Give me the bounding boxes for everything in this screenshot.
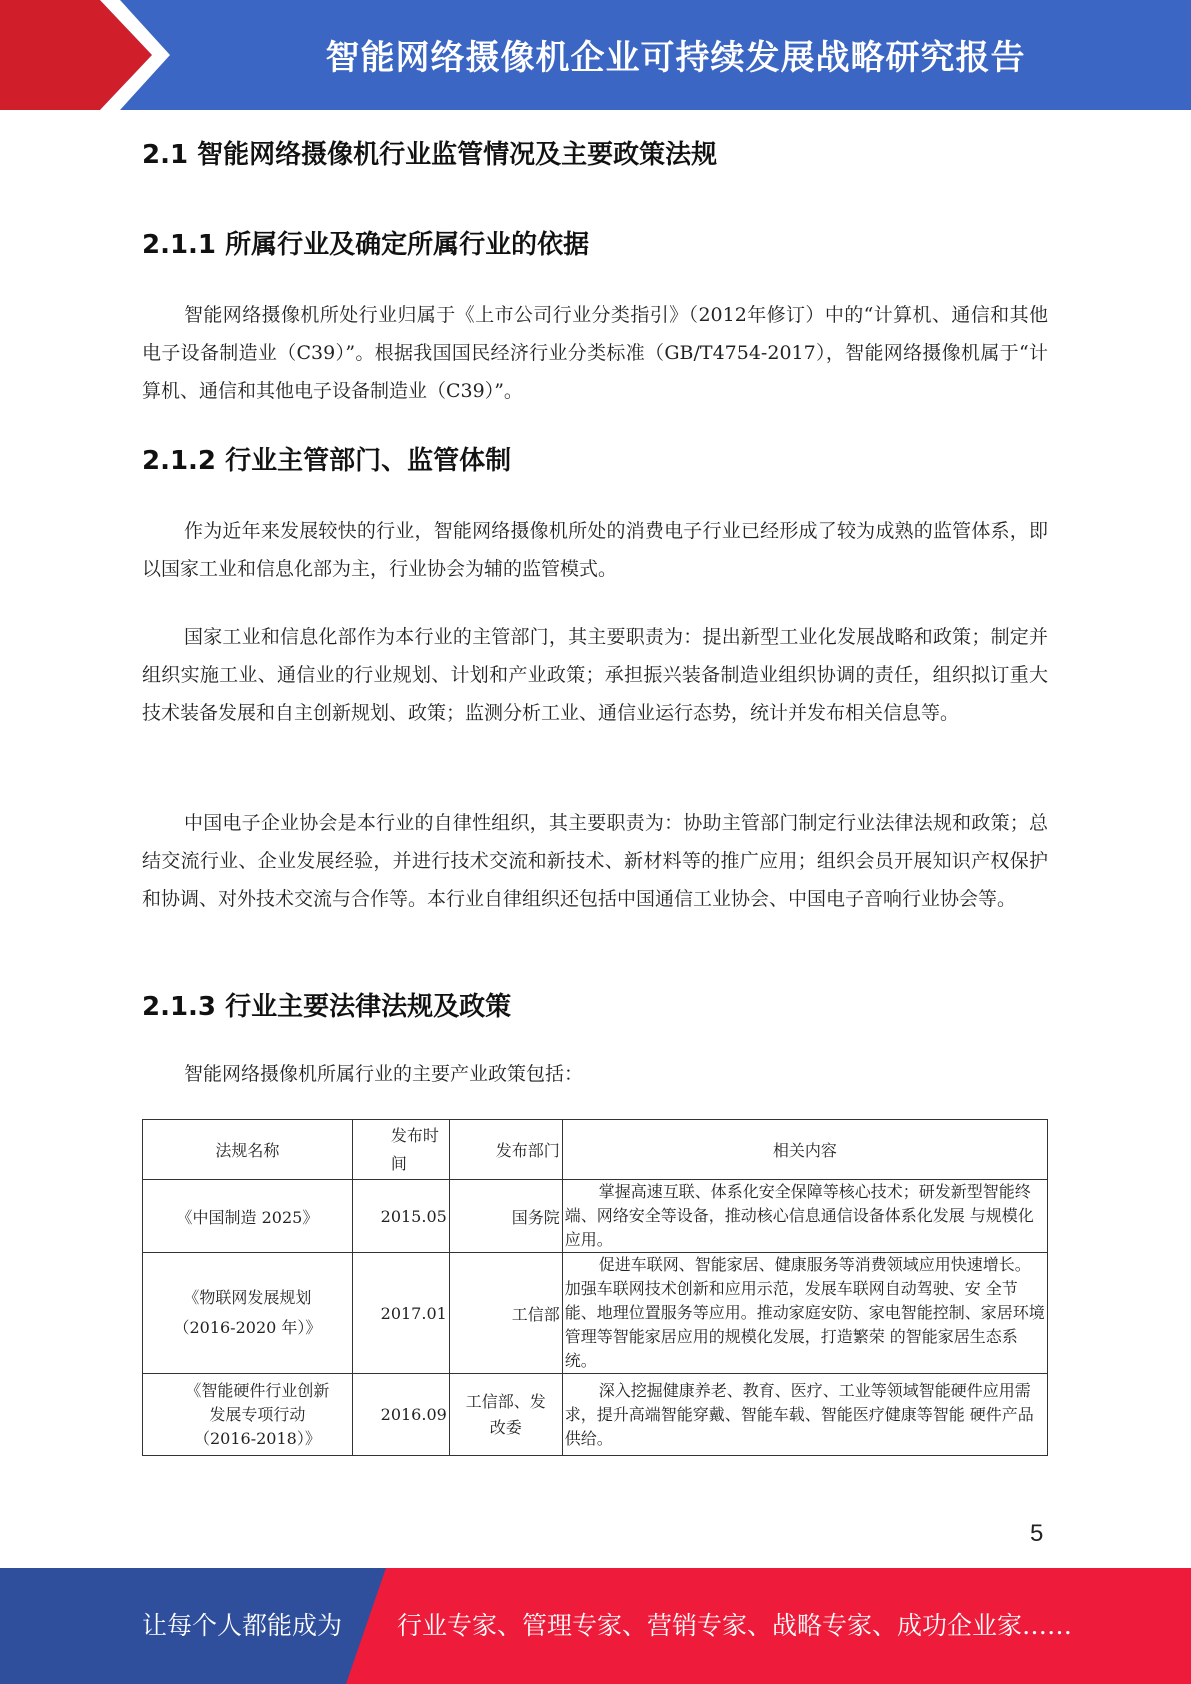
row-dept: 工信部、发 改委 — [449, 1374, 562, 1456]
row-name: 《中国制造 2025》 — [143, 1180, 353, 1253]
policy-table — [142, 1119, 1048, 1456]
section-heading-2-1-1: 2.1.1 所属行业及确定所属行业的依据 — [142, 230, 590, 260]
table-header-row — [143, 1120, 1048, 1180]
footer-slogan-left: 让每个人都能成为 — [142, 1611, 343, 1640]
row-name: 《物联网发展规划（2016-2020 年）》 — [143, 1253, 353, 1374]
paragraph-policy-intro: 智能网络摄像机所属行业的主要产业政策包括： — [184, 1063, 584, 1085]
page-footer — [0, 1568, 1191, 1684]
section-heading-2-1: 2.1 智能网络摄像机行业监管情况及主要政策法规 — [142, 140, 718, 170]
row-name: 《智能硬件行业创新发展专项行动（2016-2018）》 — [143, 1374, 353, 1456]
row-dept: 国务院 — [449, 1180, 562, 1253]
header-dept: 发布部门 — [449, 1120, 562, 1180]
row-date: 2015.05 — [352, 1180, 449, 1253]
row-content: 掌握高速互联、体系化安全保障等核心技术；研发新型智能终端、网络安全等设备，推动核心信息通信设备体系化发展 与规模化应用。 — [564, 1182, 1034, 1249]
table-row — [143, 1374, 1048, 1456]
table-row — [143, 1180, 1048, 1253]
row-content: 深入挖掘健康养老、教育、医疗、工业等领域智能硬件应用需求，提升高端智能穿戴、智能车载、智能医疗健康等智能 硬件产品供给。 — [564, 1380, 1034, 1448]
footer-slogan-right: 行业专家、管理专家、营销专家、战略专家、成功企业家…… — [397, 1611, 1073, 1640]
section-heading-2-1-3: 2.1.3 行业主要法律法规及政策 — [142, 992, 512, 1022]
header-name: 法规名称 — [143, 1120, 353, 1180]
report-title: 智能网络摄像机企业可持续发展战略研究报告 — [325, 38, 1026, 78]
header-date: 发布时间 — [352, 1120, 449, 1180]
header-content: 相关内容 — [562, 1120, 1047, 1180]
section-heading-2-1-2: 2.1.2 行业主管部门、监管体制 — [142, 446, 512, 476]
paragraph-regulatory-system: 作为近年来发展较快的行业，智能网络摄像机所处的消费电子行业已经形成了较为成熟的监管体系，即以国家工业和信息化部为主，行业协会为辅的监管模式。 — [142, 520, 1048, 580]
page-number: 5 — [1030, 1520, 1044, 1547]
row-date: 2017.01 — [352, 1253, 449, 1374]
row-date: 2016.09 — [352, 1374, 449, 1456]
row-dept: 工信部 — [449, 1253, 562, 1374]
paragraph-industry-classification: 智能网络摄像机所处行业归属于《上市公司行业分类指引》（2012年修订）中的“计算机、通信和其他电子设备制造业（C39）”。根据我国国民经济行业分类标准（GB/T4754-2017），智能网络摄像机属于“计算机、通信和其他电子设备制造业（C39）”。 — [142, 304, 1048, 402]
row-content: 促进车联网、智能家居、健康服务等消费领域应用快速增长。 加强车联网技术创新和应用示范，发展车联网自动驾驶、安 全节能、地理位置服务等应用。推动家庭安防、家电智能控制、家居环境管理等智能家居应用的规模化发展，打造繁荣 的智能家居生态系统。 — [564, 1255, 1045, 1370]
paragraph-miit-duties: 国家工业和信息化部作为本行业的主管部门，其主要职责为：提出新型工业化发展战略和政策；制定并组织实施工业、通信业的行业规划、计划和产业政策；承担振兴装备制造业组织协调的责任，组织拟订重大技术装备发展和自主创新规划、政策；监测分析工业、通信业运行态势，统计并发布相关信息等。 — [142, 626, 1048, 724]
table-row — [143, 1253, 1048, 1374]
paragraph-association-duties: 中国电子企业协会是本行业的自律性组织，其主要职责为：协助主管部门制定行业法律法规和政策；总结交流行业、企业发展经验，并进行技术交流和新技术、新材料等的推广应用；组织会员开展知识产权保护和协调、对外技术交流与合作等。本行业自律组织还包括中国通信工业协会、中国电子音响行业协会等。 — [142, 812, 1048, 910]
page-header — [0, 0, 1191, 110]
